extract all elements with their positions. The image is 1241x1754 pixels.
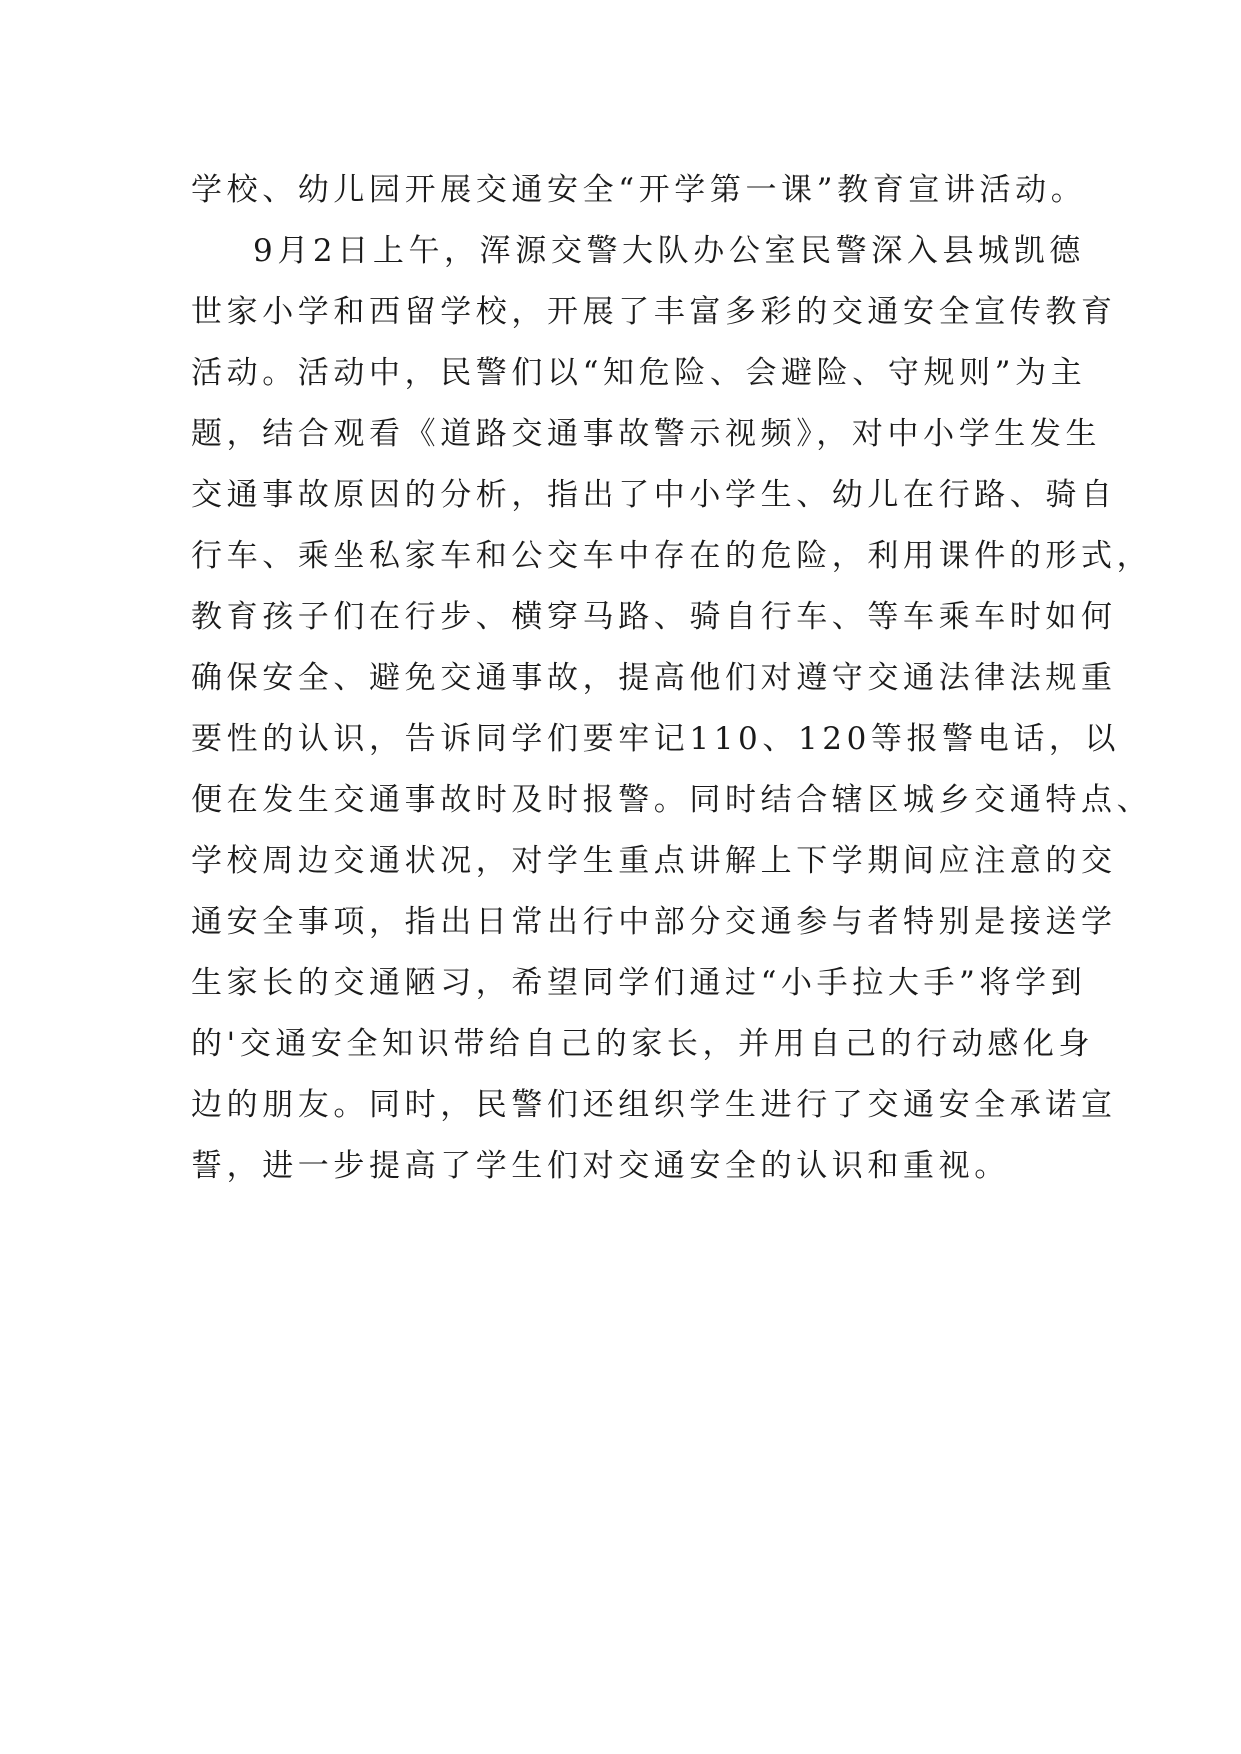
- text-line: 学校、幼儿园开展交通安全“开学第一课”教育宣讲活动。: [191, 172, 1087, 208]
- text-line: 生家长的交通陋习，希望同学们通过“小手拉大手”将学到: [191, 965, 1087, 1001]
- text-line: 边的朋友。同时，民警们还组织学生进行了交通安全承诺宣: [191, 1087, 1117, 1123]
- text-line: 题，结合观看《道路交通事故警示视频》，对中小学生发生: [191, 416, 1102, 452]
- text-line: 交通事故原因的分析，指出了中小学生、幼儿在行路、骑自: [191, 477, 1117, 513]
- text-line: 行车、乘坐私家车和公交车中存在的危险，利用课件的形式，: [191, 538, 1153, 574]
- text-line: 的'交通安全知识带给自己的家长，并用自己的行动感化身: [191, 1026, 1095, 1062]
- document-body: [191, 160, 1153, 1197]
- text-line: 便在发生交通事故时及时报警。同时结合辖区城乡交通特点、: [191, 782, 1153, 818]
- text-line: 学校周边交通状况，对学生重点讲解上下学期间应注意的交: [191, 843, 1117, 879]
- text-line: 世家小学和西留学校，开展了丰富多彩的交通安全宣传教育: [191, 294, 1117, 330]
- text-line: 誓，进一步提高了学生们对交通安全的认识和重视。: [191, 1148, 1010, 1184]
- text-line: 活动。活动中，民警们以“知危险、会避险、守规则”为主: [191, 355, 1087, 391]
- paragraph-first-line: 9月2日上午，浑源交警大队办公室民警深入县城凯德: [253, 233, 1085, 269]
- text-line: 教育孩子们在行步、横穿马路、骑自行车、等车乘车时如何: [191, 599, 1117, 635]
- text-line: 要性的认识，告诉同学们要牢记110、120等报警电话，以: [191, 721, 1121, 757]
- text-line: 确保安全、避免交通事故，提高他们对遵守交通法律法规重: [191, 660, 1117, 696]
- text-line: 通安全事项，指出日常出行中部分交通参与者特别是接送学: [191, 904, 1117, 940]
